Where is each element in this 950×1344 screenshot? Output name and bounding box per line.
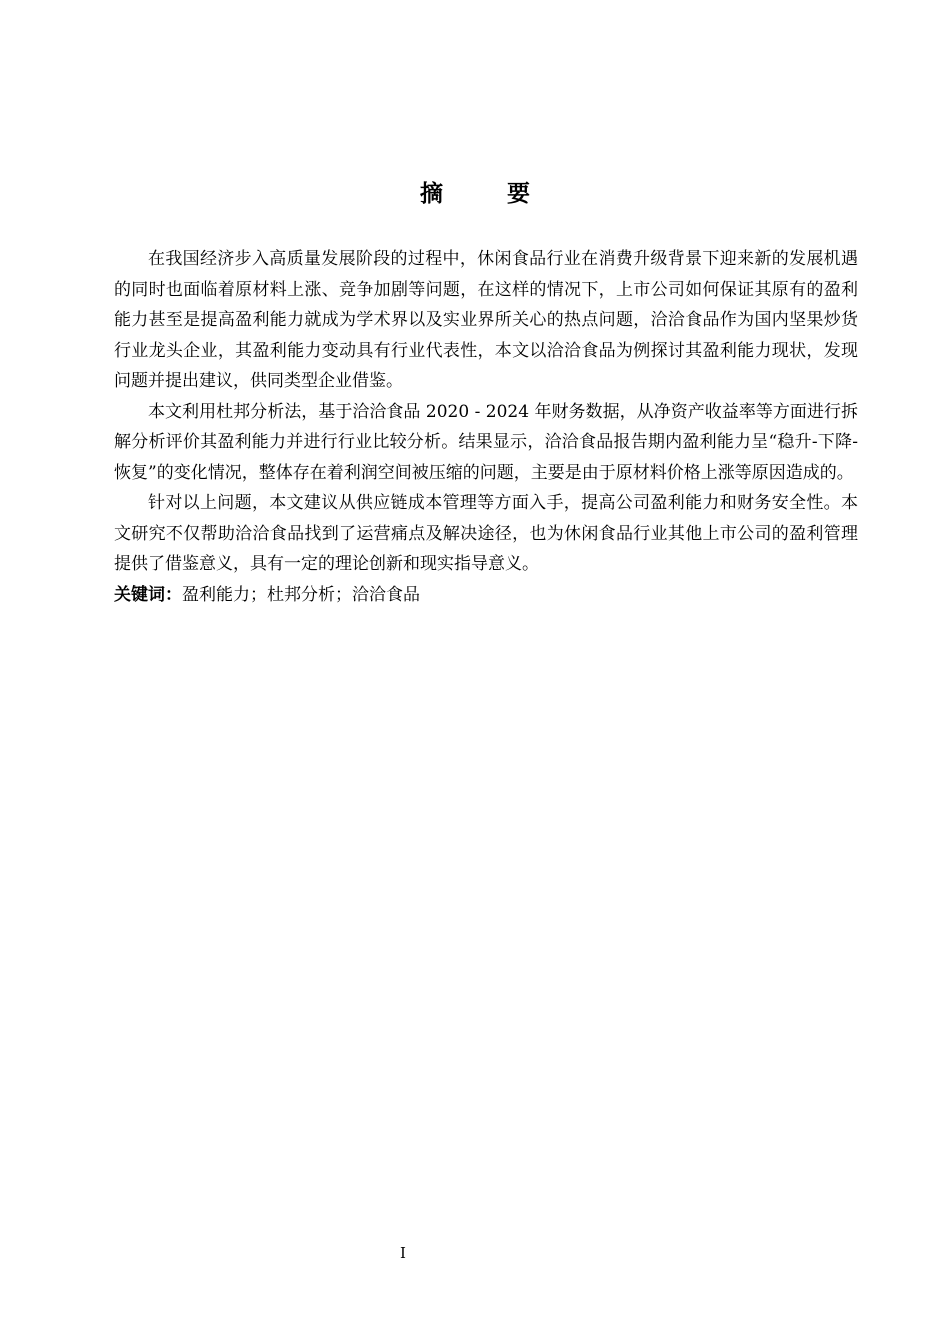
keywords-value: 盈利能力；杜邦分析；洽洽食品 [182,584,420,605]
abstract-paragraph-3: 针对以上问题，本文建议从供应链成本管理等方面入手，提高公司盈利能力和财务安全性。本文研究不仅帮助洽洽食品找到了运营痛点及解决途径，也为休闲食品行业其他上市公司的盈利管理提供了借鉴意义，具有一定的理论创新和现实指导意义。 [114,493,858,574]
abstract-paragraph-1: 在我国经济步入高质量发展阶段的过程中，休闲食品行业在消费升级背景下迎来新的发展机遇的同时也面临着原材料上涨、竞争加剧等问题，在这样的情况下，上市公司如何保证其原有的盈利能力甚至是提高盈利能力就成为学术界以及实业界所关心的热点问题，洽洽食品作为国内坚果炒货行业龙头企业，其盈利能力变动具有行业代表性，本文以洽洽食品为例探讨其盈利能力现状，发现问题并提出建议，供同类型企业借鉴。 [114,249,858,391]
abstract-title: 摘 要 [419,181,558,207]
keywords-line [114,580,858,610]
keywords-label: 关键词： [114,584,182,605]
page-number: I [400,1244,406,1262]
abstract-body [114,244,858,610]
abstract-paragraph-2: 本文利用杜邦分析法，基于洽洽食品 2020 - 2024 年财务数据，从净资产收益率等方面进行拆解分析评价其盈利能力并进行行业比较分析。结果显示，洽洽食品报告期内盈利能力呈“稳升-下降-恢复”的变化情况，整体存在着利润空间被压缩的问题，主要是由于原材料价格上涨等原因造成的。 [114,401,858,483]
